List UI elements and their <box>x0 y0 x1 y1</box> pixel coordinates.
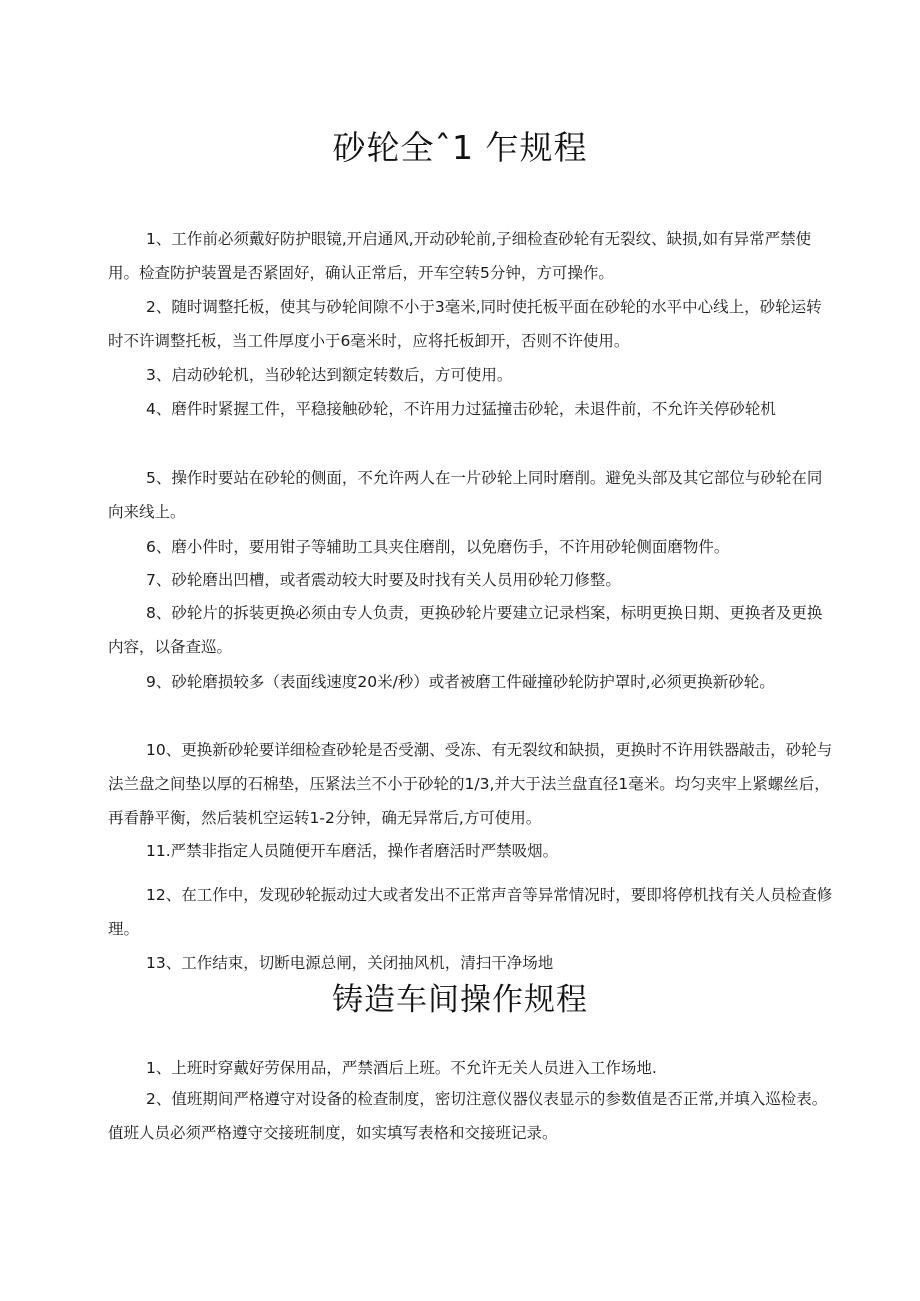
paragraph-8: 8、砂轮片的拆装更换必须由专人负责，更换砂轮片要建立记录档案，标明更换日期、更换者及更换内容，以备查巡。 <box>108 604 823 656</box>
paragraph-s2-1: 1、上班时穿戴好劳保用品，严禁酒后上班。不允许无关人员进入工作场地. <box>146 1059 657 1077</box>
paragraph-2: 2、随时调整托板，使其与砂轮间隙不小于3毫米,同时使托板平面在砂轮的水平中心线上，砂轮运转时不许调整托板，当工件厚度小于6毫米时，应将托板卸开，否则不许使用。 <box>108 298 822 350</box>
paragraph-5: 5、操作时要站在砂轮的侧面，不允许两人在一片砂轮上同时磨削。避免头部及其它部位与砂轮在同向来线上。 <box>108 469 823 521</box>
paragraph-1: 1、工作前必须戴好防护眼镜,开启通风,开动砂轮前,子细检查砂轮有无裂纹、缺损,如有异常严禁使用。检查防护装置是否紧固好，确认正常后，开车空转5分钟，方可操作。 <box>108 230 812 282</box>
paragraph-9: 9、砂轮磨损较多（表面线速度20米/秒）或者被磨工件碰撞砂轮防护罩时,必须更换新砂轮。 <box>146 673 775 691</box>
paragraph-s2-2: 2、值班期间严格遵守对设备的检查制度，密切注意仪器仪表显示的参数值是否正常,并填入巡检表。值班人员必须严格遵守交接班制度，如实填写表格和交接班记录。 <box>108 1090 828 1142</box>
paragraph-7: 7、砂轮磨出凹槽，或者震动较大时要及时找有关人员用砂轮刀修整。 <box>146 571 621 589</box>
paragraph-10: 10、更换新砂轮要详细检查砂轮是否受潮、受冻、有无裂纹和缺损，更换时不许用铁器敲击，砂轮与法兰盘之间垫以厚的石棉垫，压紧法兰不小于砂轮的1/3,并大于法兰盘直径1毫米。均匀夹牢上紧螺丝后，再看静平衡，然后装机空运转1-2分钟，确无异常后,方可使用。 <box>108 741 833 827</box>
page-title: 砂轮全ˆ1 乍规程 <box>332 128 588 167</box>
paragraph-4: 4、磨件时紧握工件，平稳接触砂轮，不许用力过猛撞击砂轮，未退件前，不允许关停砂轮机 <box>146 400 776 418</box>
paragraph-12: 12、在工作中，发现砂轮振动过大或者发出不正常声音等异常情况时，要即将停机找有关人员检查修理。 <box>108 886 833 938</box>
paragraph-3: 3、启动砂轮机，当砂轮达到额定转数后，方可使用。 <box>146 366 513 384</box>
section-title: 铸造车间操作规程 <box>332 982 588 1018</box>
paragraph-11: 11.严禁非指定人员随便开车磨活，操作者磨活时严禁吸烟。 <box>146 842 559 860</box>
paragraph-13: 13、工作结束，切断电源总闸，关闭抽风机，清扫干净场地 <box>146 954 554 972</box>
paragraph-6: 6、磨小件时，要用钳子等辅助工具夹住磨削，以免磨伤手，不许用砂轮侧面磨物件。 <box>146 538 730 556</box>
